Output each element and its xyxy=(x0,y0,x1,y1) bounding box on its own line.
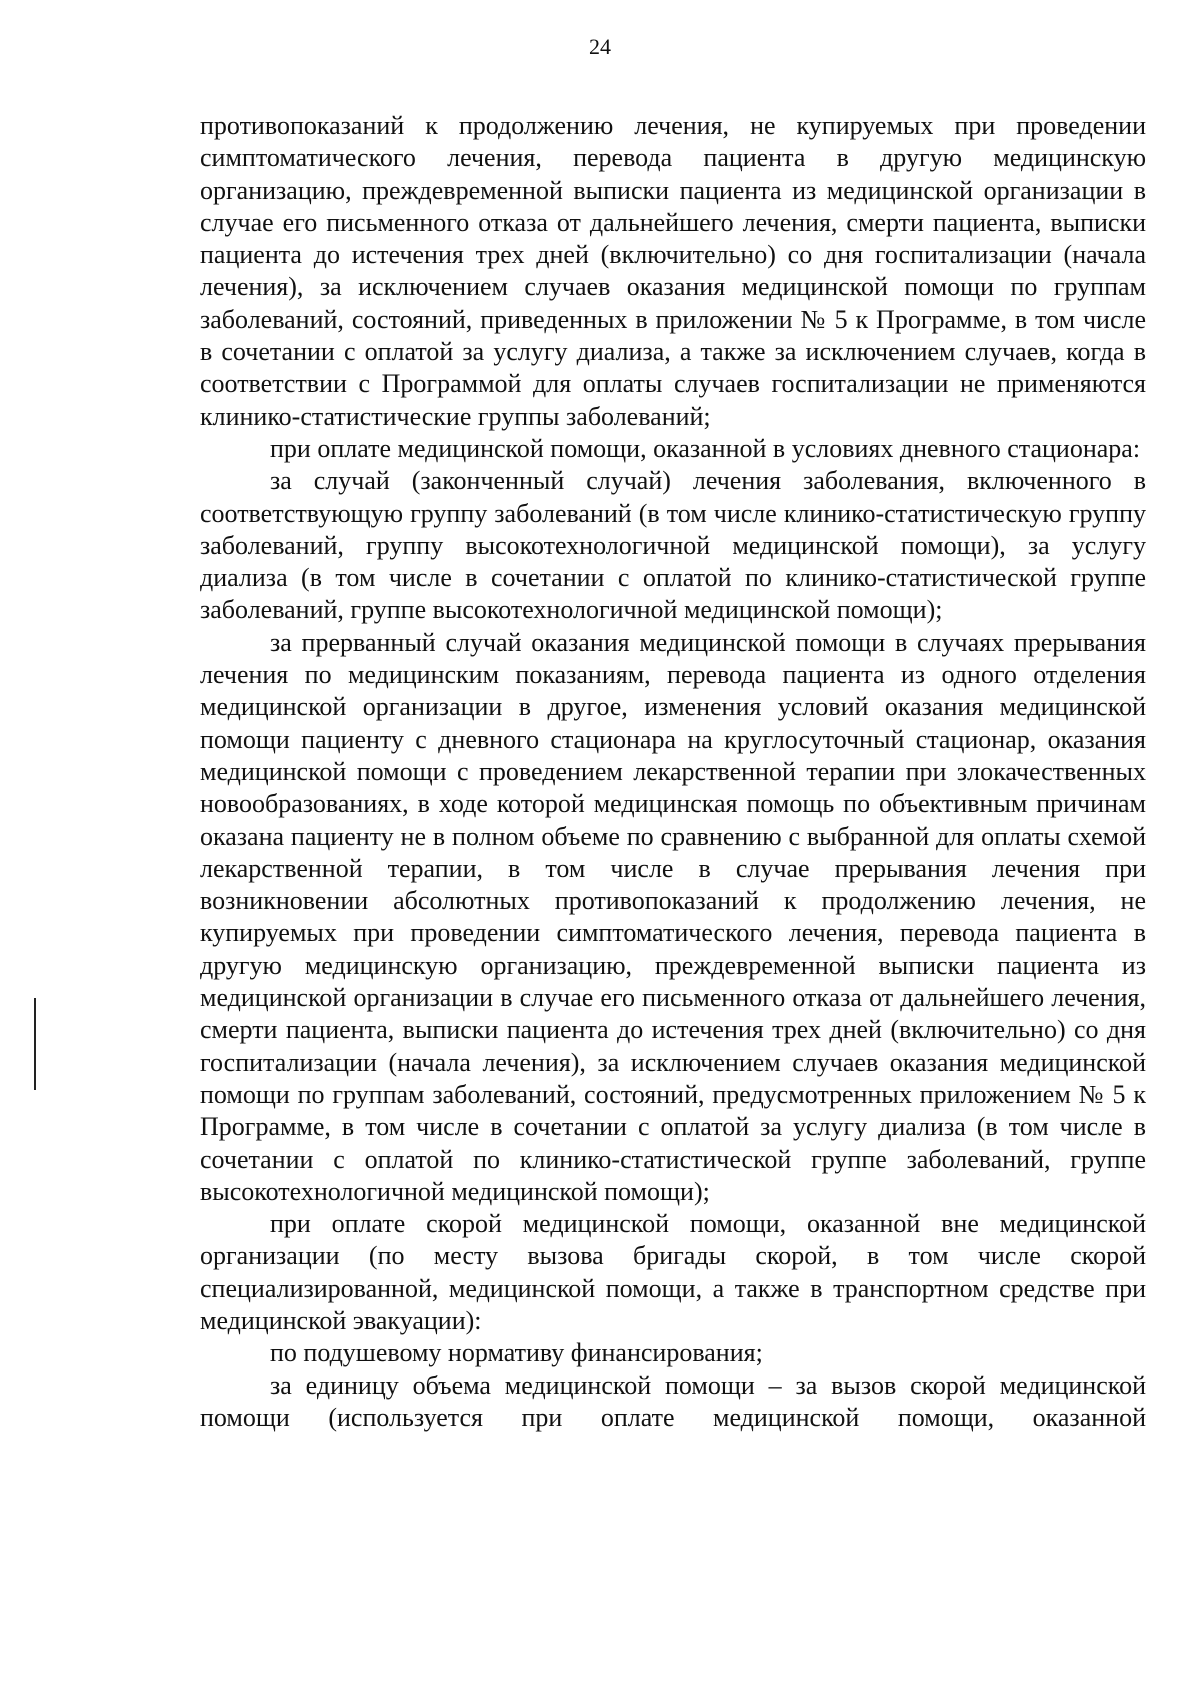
paragraph-2: при оплате медицинской помощи, оказанной в условиях дневного стационара: xyxy=(270,433,1141,463)
paragraph-1: противопоказаний к продолжению лечения, не купируемых при проведении симптоматического лечения, перевода пациента в другую медицинскую организацию, преждевременной выписки пациента из медицинской организации в случае его письменного отказа от дальнейшего лечения, смерти пациента, выписки пациента до истечения трех дней (включительно) со дня госпитализации (начала лечения), за исключением случаев оказания медицинской помощи по группам заболеваний, состояний, приведенных в приложении № 5 к Программе, в том числе в сочетании с оплатой за услугу диализа, а также за исключением случаев, когда в соответствии с Программой для оплаты случаев госпитализации не применяются клинико-статистические группы заболеваний; xyxy=(200,111,1146,431)
paragraph-4: за прерванный случай оказания медицинской помощи в случаях прерывания лечения по медицинским показаниям, перевода пациента из одного отделения медицинской организации в другое, изменения условий оказания медицинской помощи пациенту с дневного стационара на круглосуточный стационар, оказания медицинской помощи с проведением лекарственной терапии при злокачественных новообразованиях, в ходе которой медицинская помощь по объективным причинам оказана пациенту не в полном объеме по сравнению с выбранной для оплаты схемой лекарственной терапии, в том числе в случае прерывания лечения при возникновении абсолютных противопоказаний к продолжению лечения, не купируемых при проведении симптоматического лечения, перевода пациента в другую медицинскую организацию, преждевременной выписки пациента из медицинской организации в случае его письменного отказа от дальнейшего лечения, смерти пациента, выписки пациента до истечения трех дней (включительно) со дня госпитализации (начала лечения), за исключением случаев оказания медицинской помощи по группам заболеваний, состояний, предусмотренных приложением № 5 к Программе, в том числе в сочетании с оплатой за услугу диализа (в том числе в сочетании с оплатой по клинико-статистической группе заболеваний, группе высокотехнологичной медицинской помощи); xyxy=(200,627,1146,1206)
margin-change-bar xyxy=(34,998,36,1090)
paragraph-6: по подушевому нормативу финансирования; xyxy=(270,1338,763,1368)
document-body xyxy=(200,110,1146,1434)
paragraph-7: за единицу объема медицинской помощи – за вызов скорой медицинской помощи (используется при оплате медицинской помощи, оказанной xyxy=(200,1370,1146,1432)
paragraph-5: при оплате скорой медицинской помощи, оказанной вне медицинской организации (по месту вызова бригады скорой, в том числе скорой специализированной, медицинской помощи, а также в транспортном средстве при медицинской эвакуации): xyxy=(200,1209,1146,1335)
page-number: 24 xyxy=(589,34,611,59)
paragraph-3: за случай (законченный случай) лечения заболевания, включенного в соответствующую группу заболеваний (в том числе клинико-статистическую группу заболеваний, группу высокотехнологичной медицинской помощи), за услугу диализа (в том числе в сочетании с оплатой по клинико-статистической группе заболеваний, группе высокотехнологичной медицинской помощи); xyxy=(200,466,1146,625)
